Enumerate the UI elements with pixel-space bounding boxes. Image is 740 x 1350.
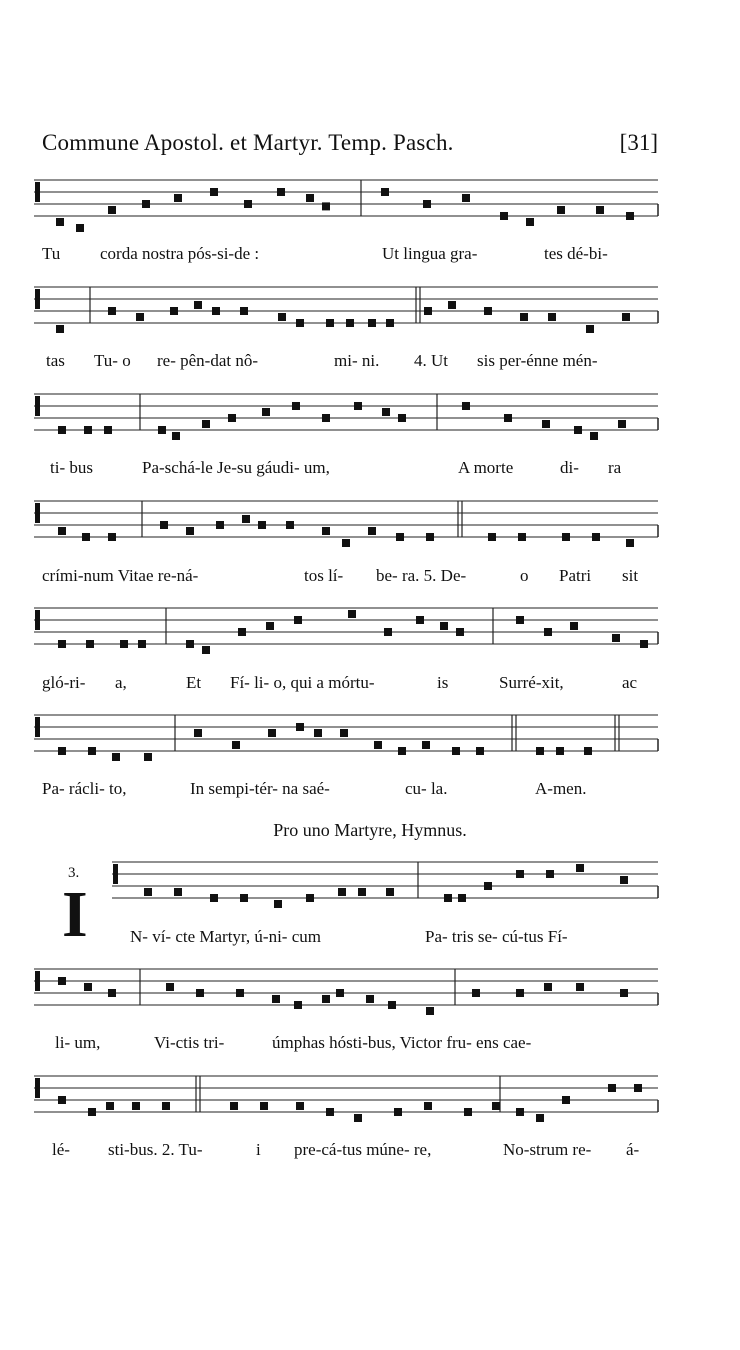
neume: [622, 313, 630, 321]
neume: [274, 900, 282, 908]
neume: [452, 747, 460, 755]
lyric: i: [256, 1140, 261, 1159]
neume: [576, 864, 584, 872]
neume: [546, 870, 554, 878]
neume: [422, 741, 430, 749]
neume: [322, 414, 330, 422]
neume: [202, 420, 210, 428]
neume: [266, 622, 274, 630]
neume: [426, 533, 434, 541]
lyric: ti- bus: [50, 458, 93, 477]
neume: [484, 307, 492, 315]
neume: [366, 995, 374, 1003]
neume: [640, 640, 648, 648]
neume: [476, 747, 484, 755]
lyric: Patri: [559, 566, 592, 585]
neume: [172, 432, 180, 440]
lyric: Tu: [42, 244, 61, 263]
neume: [108, 206, 116, 214]
neume: [516, 1108, 524, 1116]
neume: [106, 1102, 114, 1110]
neume: [416, 616, 424, 624]
lyric: Tu- o: [94, 351, 131, 370]
lyric: tes dé-bi-: [544, 244, 608, 263]
neume: [424, 1102, 432, 1110]
staff-6: [0, 703, 740, 775]
neume: [296, 1102, 304, 1110]
neume: [86, 640, 94, 648]
lyric: Fí- li- o, qui a mórtu-: [230, 673, 375, 692]
lyric: cu- la.: [405, 779, 448, 798]
lyric: corda nostra pós-si-de :: [100, 244, 260, 263]
neume: [382, 408, 390, 416]
clef-mark: [35, 503, 40, 523]
neume: [306, 894, 314, 902]
neume: [174, 888, 182, 896]
lyric: be- ra. 5. De-: [376, 566, 467, 585]
neume: [144, 888, 152, 896]
neume: [608, 1084, 616, 1092]
lyric: á-: [626, 1140, 640, 1159]
neume: [570, 622, 578, 630]
neume: [516, 616, 524, 624]
lyric: Ut lingua gra-: [382, 244, 478, 263]
neume: [484, 882, 492, 890]
clef-mark: [35, 289, 40, 309]
neume: [76, 224, 84, 232]
neume: [398, 747, 406, 755]
neume: [354, 1114, 362, 1122]
neume: [286, 521, 294, 529]
neume: [326, 1108, 334, 1116]
neume: [520, 313, 528, 321]
lyric: 4. Ut: [414, 351, 448, 370]
neume: [202, 646, 210, 654]
neume: [186, 527, 194, 535]
neume: [314, 729, 322, 737]
page-number: [31]: [619, 130, 658, 155]
neume: [58, 426, 66, 434]
neume: [82, 533, 90, 541]
neume: [576, 983, 584, 991]
neume: [166, 983, 174, 991]
neume: [236, 989, 244, 997]
neume: [58, 1096, 66, 1104]
neume: [358, 888, 366, 896]
neume: [84, 983, 92, 991]
neume: [504, 414, 512, 422]
neume: [58, 747, 66, 755]
neume: [612, 634, 620, 642]
neume: [462, 402, 470, 410]
neume: [518, 533, 526, 541]
staff-9: [0, 1064, 740, 1136]
neume: [242, 515, 250, 523]
lyric: di-: [560, 458, 579, 477]
neume: [526, 218, 534, 226]
neume: [58, 640, 66, 648]
clef-mark: [113, 864, 118, 884]
lyric: In sempi-tér- na saé-: [190, 779, 330, 798]
neume: [618, 420, 626, 428]
neume: [384, 628, 392, 636]
neume: [262, 408, 270, 416]
neume: [620, 989, 628, 997]
neume: [584, 747, 592, 755]
neume: [542, 420, 550, 428]
neume: [340, 729, 348, 737]
lyric: gló-ri-: [42, 673, 86, 692]
neume: [322, 202, 330, 210]
neume: [322, 527, 330, 535]
neume: [278, 313, 286, 321]
lyric: ra: [608, 458, 622, 477]
neume: [464, 1108, 472, 1116]
neume: [626, 212, 634, 220]
section-heading: Pro uno Martyre, Hymnus.: [273, 820, 467, 840]
clef-mark: [35, 182, 40, 202]
lyric: Surré-xit,: [499, 673, 564, 692]
lyric: is: [437, 673, 449, 692]
clef-mark: [35, 971, 40, 991]
neume: [544, 983, 552, 991]
page-header: [40, 130, 660, 164]
neume: [386, 888, 394, 896]
neume: [88, 1108, 96, 1116]
staff-4: [0, 489, 740, 561]
neume: [306, 194, 314, 202]
staff-5: [0, 596, 740, 668]
lyric: re- pên-dat nô-: [157, 351, 259, 370]
neume: [620, 876, 628, 884]
neume: [336, 989, 344, 997]
neume: [138, 640, 146, 648]
lyric: Pa- rácli- to,: [42, 779, 127, 798]
neume: [174, 194, 182, 202]
lyric: sit: [622, 566, 639, 585]
neume: [260, 1102, 268, 1110]
lyric: Pa-schá-le Je-su gáudi- um,: [142, 458, 330, 477]
neume: [574, 426, 582, 434]
running-title: Commune Apostol. et Martyr. Temp. Pasch.: [42, 130, 454, 155]
neume: [342, 539, 350, 547]
neume: [394, 1108, 402, 1116]
neume: [492, 1102, 500, 1110]
neume: [238, 628, 246, 636]
neume: [388, 1001, 396, 1009]
neume: [158, 426, 166, 434]
neume: [162, 1102, 170, 1110]
staff-2: [0, 275, 740, 347]
lyric: úmphas hósti-bus, Victor fru- ens caе-: [272, 1033, 532, 1052]
neume: [448, 301, 456, 309]
neume: [544, 628, 552, 636]
neume: [56, 218, 64, 226]
neume: [170, 307, 178, 315]
neume: [562, 1096, 570, 1104]
neume: [322, 995, 330, 1003]
neume: [108, 989, 116, 997]
neume: [374, 741, 382, 749]
lyric: li- um,: [55, 1033, 101, 1052]
staff-7: [0, 850, 740, 922]
neume: [516, 870, 524, 878]
lyric: A-men.: [535, 779, 587, 798]
neume: [462, 194, 470, 202]
neume: [536, 747, 544, 755]
neume: [108, 533, 116, 541]
neume: [240, 307, 248, 315]
neume: [194, 729, 202, 737]
clef-mark: [35, 1078, 40, 1098]
neume: [368, 527, 376, 535]
clef-mark: [35, 717, 40, 737]
neume: [272, 995, 280, 1003]
neume: [354, 402, 362, 410]
neume: [160, 521, 168, 529]
neume: [196, 989, 204, 997]
neume: [536, 1114, 544, 1122]
neume: [488, 533, 496, 541]
lyric: o: [520, 566, 529, 585]
neume: [426, 1007, 434, 1015]
hymn-number: 3.: [68, 865, 80, 881]
neume: [212, 307, 220, 315]
drop-cap-initial: I: [62, 878, 88, 951]
neume: [424, 307, 432, 315]
neume: [500, 212, 508, 220]
neume: [228, 414, 236, 422]
neume: [562, 533, 570, 541]
neume: [268, 729, 276, 737]
neume: [296, 319, 304, 327]
neume: [108, 307, 116, 315]
staff-1: [0, 168, 740, 240]
lyric: Pa- tris se- cú-tus Fí-: [425, 927, 568, 946]
neume: [58, 527, 66, 535]
neume: [592, 533, 600, 541]
neume: [338, 888, 346, 896]
lyric: sti-bus. 2. Tu-: [108, 1140, 203, 1159]
neume: [386, 319, 394, 327]
neume: [142, 200, 150, 208]
lyric: lé-: [52, 1140, 70, 1159]
lyric: mi- ni.: [334, 351, 380, 370]
lyric: N- ví- cte Martyr, ú-ni- cum: [130, 927, 321, 946]
neume: [258, 521, 266, 529]
neume: [348, 610, 356, 618]
neume: [596, 206, 604, 214]
neume: [144, 753, 152, 761]
lyric: tos lí-: [304, 566, 344, 585]
staff-3: [0, 382, 740, 454]
neume: [210, 188, 218, 196]
neume: [458, 894, 466, 902]
neume: [104, 426, 112, 434]
neume: [58, 977, 66, 985]
neume: [294, 1001, 302, 1009]
staff-8: [0, 957, 740, 1029]
lyric: No-strum re-: [503, 1140, 592, 1159]
neume: [398, 414, 406, 422]
neume: [112, 753, 120, 761]
neume: [120, 640, 128, 648]
neume: [230, 1102, 238, 1110]
neume: [626, 539, 634, 547]
neume: [472, 989, 480, 997]
neume: [84, 426, 92, 434]
lyric: Vi-ctis tri-: [154, 1033, 225, 1052]
lyric: Et: [186, 673, 202, 692]
neume: [444, 894, 452, 902]
neume: [88, 747, 96, 755]
neume: [456, 628, 464, 636]
neume: [396, 533, 404, 541]
neume: [346, 319, 354, 327]
lyric: pre-cá-tus múne- re,: [294, 1140, 432, 1159]
neume: [548, 313, 556, 321]
neume: [634, 1084, 642, 1092]
lyric: ac: [622, 673, 638, 692]
neume: [244, 200, 252, 208]
neume: [292, 402, 300, 410]
neume: [590, 432, 598, 440]
neume: [586, 325, 594, 333]
clef-mark: [35, 396, 40, 416]
neume: [216, 521, 224, 529]
neume: [326, 319, 334, 327]
lyric: A morte: [458, 458, 514, 477]
neume: [240, 894, 248, 902]
neume: [194, 301, 202, 309]
neume: [557, 206, 565, 214]
neume: [186, 640, 194, 648]
neume: [277, 188, 285, 196]
neume: [368, 319, 376, 327]
neume: [556, 747, 564, 755]
neume: [381, 188, 389, 196]
lyric: sis per-énne mén-: [477, 351, 598, 370]
neume: [296, 723, 304, 731]
lyric: crími-num Vitae re-ná-: [42, 566, 199, 585]
lyric: tas: [46, 351, 65, 370]
neume: [56, 325, 64, 333]
neume: [232, 741, 240, 749]
lyric: a,: [115, 673, 127, 692]
neume: [423, 200, 431, 208]
neume: [294, 616, 302, 624]
neume: [132, 1102, 140, 1110]
neume: [136, 313, 144, 321]
neume: [210, 894, 218, 902]
clef-mark: [35, 610, 40, 630]
neume: [516, 989, 524, 997]
neume: [440, 622, 448, 630]
